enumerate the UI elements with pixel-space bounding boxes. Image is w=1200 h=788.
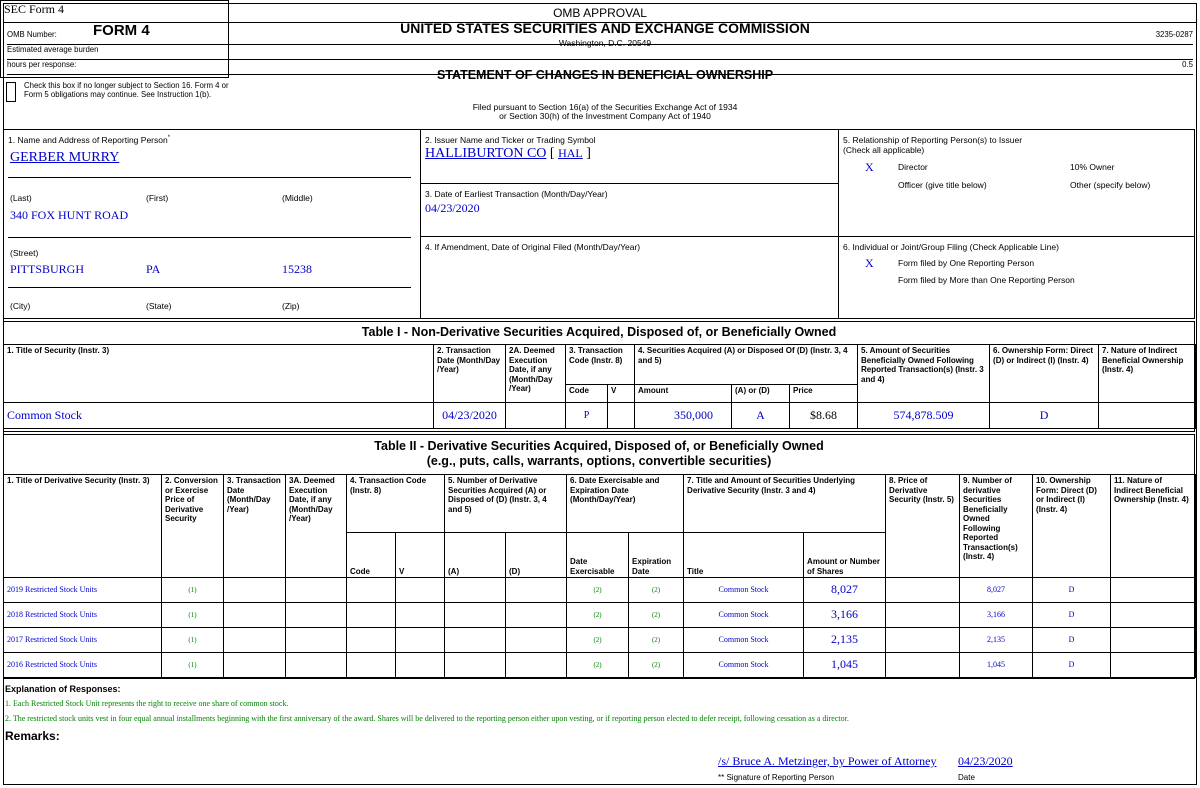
t1-h-ownership-form: 6. Ownership Form: Direct (D) or Indirect (I) (Instr. 4) bbox=[990, 345, 1099, 403]
t1-security-title: Common Stock bbox=[4, 403, 434, 429]
divider bbox=[420, 183, 838, 184]
t2-h8: 8. Price of Derivative Security (Instr. 5) bbox=[886, 475, 960, 578]
omb-number-label: OMB Number: bbox=[7, 30, 57, 39]
t2-d bbox=[506, 653, 567, 678]
t2-code bbox=[347, 628, 396, 653]
ticker-bracket-open: [ bbox=[549, 146, 555, 161]
earliest-date-label: 3. Date of Earliest Transaction (Month/Day/Year) bbox=[425, 189, 608, 199]
t2-sub-title: Title bbox=[684, 533, 804, 578]
t2-und-amount: 1,045 bbox=[804, 653, 886, 678]
last-label: (Last) bbox=[10, 193, 32, 203]
t2-v bbox=[396, 578, 445, 603]
agency-city: Washington, D.C. 20549 bbox=[558, 38, 652, 48]
city-value: PITTSBURGH bbox=[10, 262, 85, 276]
table-row bbox=[4, 578, 1196, 603]
t2-exp-footnote: (2) bbox=[651, 635, 661, 644]
table-row bbox=[4, 628, 1196, 653]
t2-exp-footnote: (2) bbox=[651, 660, 661, 669]
t2-sub-code: Code bbox=[347, 533, 396, 578]
t2-form: D bbox=[1033, 578, 1111, 603]
t2-exer-footnote: (2) bbox=[593, 635, 602, 644]
zip-label: (Zip) bbox=[282, 301, 300, 311]
reporting-person-name-link[interactable]: GERBER MURRY bbox=[10, 150, 120, 165]
t2-sub-amount: Amount or Number of Shares bbox=[804, 533, 886, 578]
t2-exp-footnote: (2) bbox=[651, 610, 661, 619]
t2-code bbox=[347, 603, 396, 628]
table-row bbox=[4, 403, 1196, 429]
t2-exp-footnote: (2) bbox=[651, 585, 661, 594]
t2-exer-footnote: (2) bbox=[593, 585, 602, 594]
t2-conv-footnote: (1) bbox=[188, 585, 197, 594]
t2-h9: 9. Number of derivative Securities Beneficially Owned Following Reported Transaction(s) (Instr. 4) bbox=[960, 475, 1033, 578]
filing-label: 6. Individual or Joint/Group Filing (Check Applicable Line) bbox=[843, 242, 1059, 252]
t1-h-title: 1. Title of Security (Instr. 3) bbox=[4, 345, 434, 403]
t2-title: 2018 Restricted Stock Units bbox=[4, 603, 162, 628]
table2-subtitle: (e.g., puts, calls, warrants, options, convertible securities) bbox=[426, 454, 772, 468]
t2-h2: 2. Conversion or Exercise Price of Derivative Security bbox=[162, 475, 224, 578]
t2-title: 2017 Restricted Stock Units bbox=[4, 628, 162, 653]
relationship-label: 5. Relationship of Reporting Person(s) to Issuer bbox=[843, 135, 1023, 145]
divider bbox=[8, 287, 411, 288]
t2-deemed bbox=[286, 603, 347, 628]
t2-h3: 3. Transaction Date (Month/Day /Year) bbox=[224, 475, 286, 578]
t2-date bbox=[224, 603, 286, 628]
one-person-mark: X bbox=[865, 256, 874, 270]
t2-owned: 8,027 bbox=[960, 578, 1033, 603]
t2-a bbox=[445, 578, 506, 603]
t2-code bbox=[347, 578, 396, 603]
relationship-sub: (Check all applicable) bbox=[843, 145, 925, 155]
t1-h-nature: 7. Nature of Indirect Beneficial Ownership (Instr. 4) bbox=[1099, 345, 1196, 403]
director-mark: X bbox=[865, 160, 874, 174]
t1-code: P bbox=[566, 403, 608, 429]
t2-h10: 10. Ownership Form: Direct (D) or Indirect (I) (Instr. 4) bbox=[1033, 475, 1111, 578]
city-label: (City) bbox=[10, 301, 31, 311]
t1-h-acquired: 4. Securities Acquired (A) or Disposed Of (D) (Instr. 3, 4 and 5) bbox=[635, 345, 858, 385]
t2-h7: 7. Title and Amount of Securities Underlying Derivative Security (Instr. 3 and 4) bbox=[684, 475, 886, 533]
t1-transaction-date: 04/23/2020 bbox=[434, 403, 506, 429]
t2-und-title: Common Stock bbox=[684, 578, 804, 603]
agency-name: UNITED STATES SECURITIES AND EXCHANGE COMMISSION bbox=[400, 20, 810, 36]
t2-h6: 6. Date Exercisable and Expiration Date (Month/Day/Year) bbox=[567, 475, 684, 533]
table1-title: Table I - Non-Derivative Securities Acquired, Disposed of, or Beneficially Owned bbox=[361, 325, 837, 339]
t1-h-code: 3. Transaction Code (Instr. 8) bbox=[566, 345, 635, 385]
divider bbox=[420, 236, 1195, 237]
t2-h5: 5. Number of Derivative Securities Acquired (A) or Disposed of (D) (Instr. 3, 4 and 5) bbox=[445, 475, 567, 533]
t2-a bbox=[445, 628, 506, 653]
t2-owned: 3,166 bbox=[960, 603, 1033, 628]
omb-title: OMB APPROVAL bbox=[4, 6, 1196, 23]
footnote-1: 1. Each Restricted Stock Unit represents the right to receive one share of common stock. bbox=[5, 699, 289, 708]
t1-sub-amount: Amount bbox=[635, 385, 732, 403]
more-persons-label: Form filed by More than One Reporting Person bbox=[898, 275, 1075, 285]
t2-exer-footnote: (2) bbox=[593, 610, 602, 619]
t2-deemed bbox=[286, 578, 347, 603]
t2-date bbox=[224, 578, 286, 603]
earliest-date-value: 04/23/2020 bbox=[425, 201, 480, 215]
issuer-label: 2. Issuer Name and Ticker or Trading Symbol bbox=[425, 135, 596, 145]
t1-h-date: 2. Transaction Date (Month/Day /Year) bbox=[434, 345, 506, 403]
filed-pursuant-line-1: Filed pursuant to Section 16(a) of the Securities Exchange Act of 1934 bbox=[472, 102, 738, 112]
table2-title: Table II - Derivative Securities Acquired, Disposed of, or Beneficially Owned bbox=[374, 439, 824, 453]
t2-form: D bbox=[1033, 653, 1111, 678]
t2-nature bbox=[1111, 653, 1196, 678]
amendment-label: 4. If Amendment, Date of Original Filed (Month/Day/Year) bbox=[425, 242, 641, 252]
t2-und-title: Common Stock bbox=[684, 603, 804, 628]
t2-price bbox=[886, 578, 960, 603]
t2-v bbox=[396, 603, 445, 628]
t1-deemed-date bbox=[506, 403, 566, 429]
first-label: (First) bbox=[146, 193, 169, 203]
middle-label: (Middle) bbox=[282, 193, 313, 203]
omb-hours-label: hours per response: bbox=[7, 60, 77, 69]
t2-und-title: Common Stock bbox=[684, 653, 804, 678]
t2-sub-exercisable: Date Exercisable bbox=[567, 533, 629, 578]
t2-und-amount: 8,027 bbox=[804, 578, 886, 603]
omb-hours-row bbox=[7, 60, 1193, 75]
t2-d bbox=[506, 578, 567, 603]
t2-d bbox=[506, 628, 567, 653]
t2-code bbox=[347, 653, 396, 678]
state-value: PA bbox=[146, 262, 161, 276]
street-label: (Street) bbox=[10, 248, 39, 258]
divider bbox=[8, 177, 411, 178]
omb-number-value: 3235-0287 bbox=[1155, 30, 1193, 39]
zip-value: 15238 bbox=[282, 262, 312, 276]
t1-sub-v: V bbox=[608, 385, 635, 403]
t2-sub-d: (D) bbox=[506, 533, 567, 578]
t2-h1: 1. Title of Derivative Security (Instr. 3) bbox=[4, 475, 162, 578]
one-person-label: Form filed by One Reporting Person bbox=[898, 258, 1035, 268]
omb-burden-label: Estimated average burden bbox=[7, 45, 99, 54]
signature-date-link[interactable]: 04/23/2020 bbox=[958, 754, 1013, 768]
t2-nature bbox=[1111, 628, 1196, 653]
t2-conv-footnote: (1) bbox=[188, 610, 197, 619]
issuer-name-link[interactable]: HALLIBURTON CO bbox=[425, 146, 547, 161]
director-label: Director bbox=[898, 162, 928, 172]
officer-label: Officer (give title below) bbox=[898, 180, 987, 190]
t1-price: $8.68 bbox=[790, 403, 858, 429]
form-title: FORM 4 bbox=[93, 22, 150, 39]
filed-pursuant-line-2: or Section 30(h) of the Investment Company Act of 1940 bbox=[499, 111, 711, 121]
t2-h4: 4. Transaction Code (Instr. 8) bbox=[347, 475, 445, 533]
state-label: (State) bbox=[146, 301, 172, 311]
t1-nature bbox=[1099, 403, 1196, 429]
t2-sub-v: V bbox=[396, 533, 445, 578]
t2-title: 2019 Restricted Stock Units bbox=[4, 578, 162, 603]
divider bbox=[8, 237, 411, 238]
signature-label: ** Signature of Reporting Person bbox=[718, 773, 835, 782]
section16-checkbox-label: Check this box if no longer subject to Section 16. Form 4 or Form 5 obligations may continue. See Instruction 1(b). bbox=[24, 81, 229, 99]
t2-form: D bbox=[1033, 628, 1111, 653]
t2-und-title: Common Stock bbox=[684, 628, 804, 653]
t2-nature bbox=[1111, 603, 1196, 628]
issuer-name-row bbox=[425, 146, 591, 162]
t1-h-amount-owned: 5. Amount of Securities Beneficially Owned Following Reported Transaction(s) (Instr. 3 and 4) bbox=[858, 345, 990, 403]
t2-price bbox=[886, 603, 960, 628]
t2-conv-footnote: (1) bbox=[188, 660, 197, 669]
t2-price bbox=[886, 628, 960, 653]
t2-form: D bbox=[1033, 603, 1111, 628]
t2-conv-footnote: (1) bbox=[188, 635, 197, 644]
t2-title: 2016 Restricted Stock Units bbox=[4, 653, 162, 678]
t1-owned: 574,878.509 bbox=[858, 403, 990, 429]
t2-a bbox=[445, 653, 506, 678]
table-row bbox=[4, 603, 1196, 628]
t2-date bbox=[224, 628, 286, 653]
divider bbox=[420, 129, 421, 319]
t1-amount: 350,000 bbox=[635, 403, 732, 429]
omb-hours-value: 0.5 bbox=[1182, 60, 1193, 69]
t2-a bbox=[445, 603, 506, 628]
t1-ownership-form: D bbox=[990, 403, 1099, 429]
t2-sub-a: (A) bbox=[445, 533, 506, 578]
divider bbox=[838, 129, 839, 319]
explanation-heading: Explanation of Responses: bbox=[5, 684, 121, 694]
footnote-2: 2. The restricted stock units vest in four equal annual installments beginning with the first anniversary of the award. Shares will be delivered to the reporting person either upon vesting, or if reporting person elected to defer receipt, following cessation as a director. bbox=[5, 714, 849, 723]
ticker-bracket-close: ] bbox=[586, 146, 591, 161]
t2-owned: 2,135 bbox=[960, 628, 1033, 653]
t1-h-deemed: 2A. Deemed Execution Date, if any (Month/Day /Year) bbox=[506, 345, 566, 403]
signature-link[interactable]: /s/ Bruce A. Metzinger, by Power of Attorney bbox=[718, 754, 937, 768]
omb-number-row bbox=[7, 30, 1193, 45]
t2-nature bbox=[1111, 578, 1196, 603]
reporting-info-frame bbox=[3, 129, 1195, 319]
t2-h3a: 3A. Deemed Execution Date, if any (Month/Day /Year) bbox=[286, 475, 347, 578]
address-line: 340 FOX HUNT ROAD bbox=[10, 208, 129, 222]
sec-form-label: SEC Form 4 bbox=[4, 2, 65, 16]
table-row bbox=[4, 653, 1196, 678]
remarks-heading: Remarks: bbox=[5, 729, 60, 743]
ten-pct-owner-label: 10% Owner bbox=[1070, 162, 1115, 172]
table1 bbox=[3, 344, 1196, 429]
reporting-person-label: 1. Name and Address of Reporting Person* bbox=[8, 135, 171, 145]
t1-sub-ad: (A) or (D) bbox=[732, 385, 790, 403]
ticker-link[interactable]: HAL bbox=[558, 146, 583, 160]
t1-ad: A bbox=[732, 403, 790, 429]
t2-und-amount: 2,135 bbox=[804, 628, 886, 653]
omb-burden-row bbox=[7, 45, 1193, 60]
t2-deemed bbox=[286, 628, 347, 653]
t2-deemed bbox=[286, 653, 347, 678]
t2-sub-expiration: Expiration Date bbox=[629, 533, 684, 578]
table2 bbox=[3, 474, 1196, 678]
t2-v bbox=[396, 653, 445, 678]
t2-und-amount: 3,166 bbox=[804, 603, 886, 628]
t2-price bbox=[886, 653, 960, 678]
t2-date bbox=[224, 653, 286, 678]
t1-v bbox=[608, 403, 635, 429]
t1-sub-price: Price bbox=[790, 385, 858, 403]
other-label: Other (specify below) bbox=[1070, 180, 1151, 190]
t2-d bbox=[506, 603, 567, 628]
t2-exer-footnote: (2) bbox=[593, 660, 602, 669]
t1-sub-code: Code bbox=[566, 385, 608, 403]
t2-v bbox=[396, 628, 445, 653]
t2-h11: 11. Nature of Indirect Beneficial Ownership (Instr. 4) bbox=[1111, 475, 1196, 578]
date-label: Date bbox=[958, 773, 975, 782]
t2-owned: 1,045 bbox=[960, 653, 1033, 678]
statement-title: STATEMENT OF CHANGES IN BENEFICIAL OWNERSHIP bbox=[436, 68, 774, 82]
